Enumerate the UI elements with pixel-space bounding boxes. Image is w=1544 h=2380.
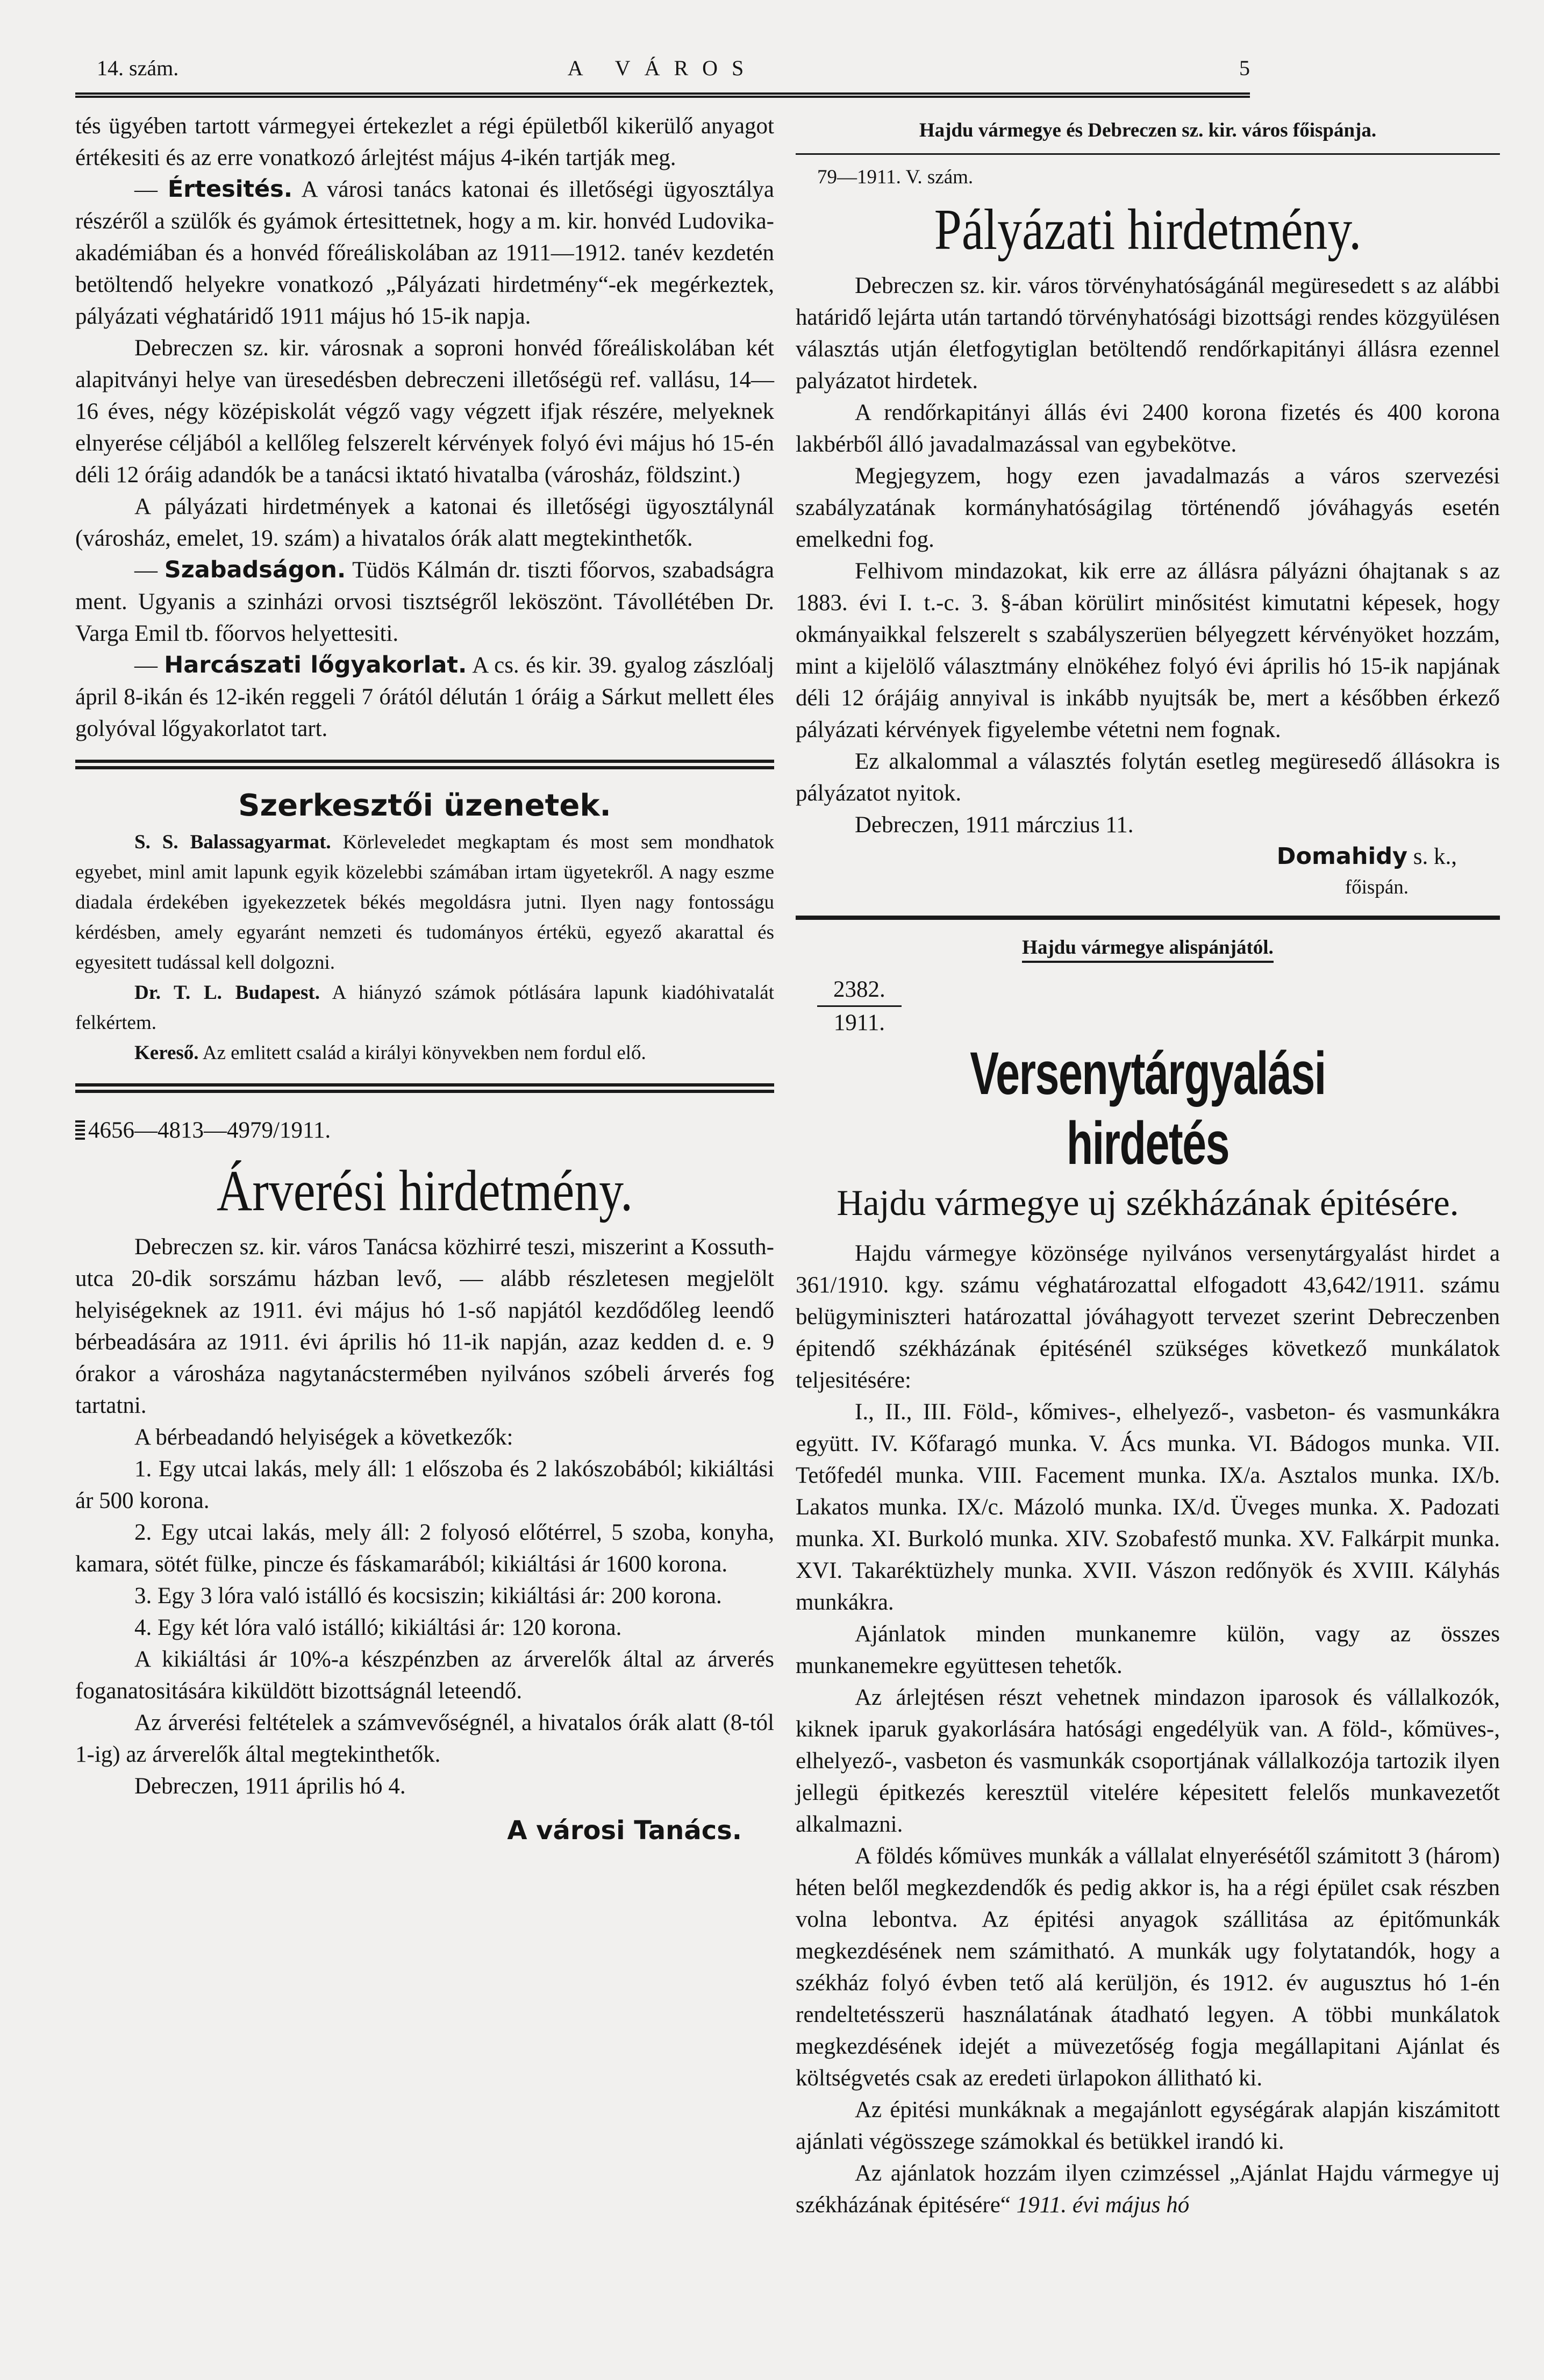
- tender-paragraph: Az épitési munkáknak a megajánlott egységárak alapján kiszámitott ajánlati végösszege számokkal és betükkel irandó ki.: [796, 2097, 1500, 2154]
- alispan-header: Hajdu vármegye alispánjától.: [796, 933, 1500, 963]
- issue-number: 14. szám.: [97, 56, 179, 80]
- editorial-message: Kereső. Az emlitett család a királyi könyvekben nem fordul elő.: [134, 1042, 646, 1064]
- left-column: [75, 110, 774, 1847]
- auction-title: Árverési hirdetmény.: [216, 1159, 633, 1223]
- auction-item: 2. Egy utcai lakás, mely áll: 2 folyosó előtérrel, 5 szoba, konyha, kamara, sötét fülke, pincze és fáskamarából; kikiáltási ár 1600 korona.: [75, 1520, 774, 1577]
- tender-subtitle: Hajdu vármegye uj székházának épitésére.: [837, 1182, 1459, 1223]
- auction-item: 1. Egy utcai lakás, mely áll: 1 előszoba és 2 lakószobából; kikiáltási ár 500 korona.: [75, 1456, 774, 1513]
- harcaszati-article: — Harcászati lőgyakorlat. A cs. és kir. 39. gyalog zászlóalj ápril 8-ikán és 12-ikén reggeli 7 órától délután 1 óráig a Sárkut mellett éles golyóval lőgyakorlatot tart.: [75, 652, 775, 741]
- szabadsagon-article: — Szabadságon. Tüdös Kálmán dr. tiszti főorvos, szabadságra ment. Ugyanis a szinházi orvosi tisztségről leköszönt. Távollétében Dr. Varga Emil tb. főorvos helyettesiti.: [75, 556, 774, 646]
- section-divider: [75, 760, 774, 769]
- notice-paragraph: Ez alkalommal a választés folytán esetleg megüresedő állásokra is pályázatot nyitok.: [796, 749, 1500, 806]
- section-divider: [796, 916, 1500, 920]
- auction-signature: A városi Tanács.: [507, 1816, 742, 1846]
- message-recipient: S. S. Balassagyarmat.: [134, 831, 331, 853]
- editorial-title: Szerkesztői üzenetek.: [238, 788, 611, 823]
- notice-paragraph: A rendőrkapitányi állás évi 2400 korona fizetés és 400 korona lakbérből álló javadalmazással van egybekötve.: [796, 400, 1500, 457]
- message-recipient: Dr. T. L. Budapest.: [134, 982, 320, 1004]
- intro-paragraph: tés ügyében tartott vármegyei értekezlet a régi épületből kikerülő anyagot értékesiti és az erre vonatkozó árlejtést május 4-ikén tartják meg.: [75, 113, 774, 170]
- ertesites-text: A városi tanács katonai és illetőségi ügyosztálya részéről a szülők és gyámok értesittetnek, hogy a m. kir. honvéd Ludovika-akadémiában és a honvéd főreáliskolában az 1911—1912. tanév kezdetén betöltendő helyekre vonatkozó „Pályázati hirdetmény“-ek megérkeztek, pályázati véghatáridő 1911 május hó 15-ik napja.: [75, 177, 774, 329]
- auction-reference: 4656—4813—4979/1911.: [75, 1114, 774, 1146]
- notice-paragraph: Debreczen sz. kir. város törvényhatóságánál megüresedett s az alábbi határidő lejárta után tartandó törvényhatósági bizottsági rendes közgyülésen választás utján életfogytiglan betöltendő rendőrkapitányi állásra ezennel palyázatot hirdetek.: [796, 273, 1500, 394]
- auction-intro: Debreczen sz. kir. város Tanácsa közhirré teszi, miszerint a Kossuth-utca 20-dik sorszámu házban levő, — alább részletesen megjelölt helyiségeknek az 1911. évi május hó 1-ső napjától kezdődőleg leendő bérbeadására az 1911. évi április hó 11-ik napján, azaz kedden d. e. 9 órakor a városháza nagytanácstermében nyilvános szóbeli árverés fog tartatni.: [75, 1234, 774, 1418]
- tender-number: $\frac{2382.}{1911.}$: [817, 974, 902, 1039]
- page-number: 5: [1239, 56, 1250, 80]
- auction-list-intro: A bérbeadandó helyiségek a következők:: [134, 1425, 513, 1450]
- message-recipient: Kereső.: [134, 1042, 199, 1064]
- szabadsagon-text: Tüdös Kálmán dr. tiszti főorvos, szabadságra ment. Ugyanis a szinházi orvosi tisztségről leköszönt. Távollétében Dr. Varga Emil tb. főorvos helyettesiti.: [75, 558, 774, 646]
- auction-deposit: A kikiáltási ár 10%-a készpénzben az árverelők által az árverés foganatositására kiküldött bizottságnál leteendő.: [75, 1647, 774, 1704]
- ornament-icon: [75, 1120, 85, 1141]
- editorial-messages: [75, 827, 774, 1068]
- notice-paragraph: Felhivom mindazokat, kik erre az állásra pályázni óhajtanak s az 1883. évi I. t.-c. 3. §-ában körülirt minősitést kimutatni képesek, hogy okmányaikkal felszerelt s szabályszerüen bélyegzett kérvényöket hozzám, mint a kijelölő választmány elnökéhez folyó évi április hó 15-ik napjának déli 12 órájáig annyival is inkább nyujtsák be, mert a későbben érkező pályázati kérvények figyelembe vétetni nem fognak.: [796, 559, 1500, 742]
- notice-signature: Domahidy s. k.,: [1276, 843, 1457, 870]
- harcaszati-text: A cs. és kir. 39. gyalog zászlóalj ápril 8-ikán és 12-ikén reggeli 7 órától délután 1 óráig a Sárkut mellett éles golyóval lőgyakorlatot tart.: [75, 653, 775, 741]
- auction-date: Debreczen, 1911 április hó 4.: [134, 1774, 406, 1799]
- signature-title: főispán.: [1345, 876, 1409, 898]
- editorial-message: Dr. T. L. Budapest. A hiányzó számok pótlására lapunk kiadóhivatalát felkértem.: [75, 982, 774, 1034]
- tender-paragraph: Hajdu vármegye közönsége nyilvános versenytárgyalást hirdet a 361/1910. kgy. számu véghatározattal elfogadott 43,642/1911. számu belügyminiszteri határozattal jóváhagyott tervezet szerint Debreczenben épitendő székházának épitésénél szükséges következő munkálatok teljesitésére:: [796, 1241, 1500, 1393]
- tender-title: Versenytárgyalási hirdetés: [970, 1040, 1326, 1177]
- tender-paragraph: A földés kőmüves munkák a vállalat elnyerésétől számitott 3 (három) héten belől megkezdendők és pedig akkor is, ha a régi épület csak részben volna lebontva. Az épitési anyagok szállitása az épitőmunkák megkezdésének nem számitható. A munkák ugy folytatandók, hogy a székház folyó évben tető alá kerüljön, és 1912. év augusztus hó 1-én rendeltetésszerü használatának átadható legyen. A többi munkálatok megkezdésének idejét a müvezetőség fogja megállapitani Ajánlat és költségvetés csak az eredeti ürlapokon állitható ki.: [796, 1843, 1500, 2091]
- notice-paragraph: Megjegyzem, hogy ezen javadalmazás a város szervezési szabályzatának kormányhatóságilag történendő jóváhagyás esetén emelkedni fog.: [796, 463, 1500, 552]
- ertesites-article: — Értesités. A városi tanács katonai és illetőségi ügyosztálya részéről a szülők és gyámok értesittetnek, hogy a m. kir. honvéd Ludovika-akadémiában és a honvéd főreáliskolában az 1911—1912. tanév kezdetén betöltendő helyekre vonatkozó „Pályázati hirdetmény“-ek megérkeztek, pályázati véghatáridő 1911 május hó 15-ik napja.: [75, 176, 774, 329]
- ertesites-heading: Értesités.: [167, 176, 293, 203]
- notice-date: Debreczen, 1911 márczius 11.: [855, 812, 1134, 838]
- tender-paragraph: I., II., III. Föld-, kőmives-, elhelyező-, vasbeton- és vasmunkákra együtt. IV. Kőfaragó munka. V. Ács munka. VI. Bádogos munka. VII. Tetőfedél munka. VIII. Facement munka. IX/a. Asztalos munka. IX/b. Lakatos munka. IX/c. Mázoló munka. IX/d. Üveges munka. X. Padozati munka. XI. Burkoló munka. XIV. Szobafestő munka. XV. Falkárpit munka. XVI. Takaréktüzhely munka. XVII. Vászon redőnyök és XVIII. Kályhás munkákra.: [796, 1399, 1500, 1615]
- foispan-header: Hajdu vármegye és Debreczen sz. kir. város főispánja.: [919, 119, 1377, 141]
- auction-conditions: Az árverési feltételek a számvevőségnél, a hivatalos órák alatt (8-tól 1-ig) az árverelők által megtekinthetők.: [75, 1710, 774, 1767]
- editorial-message: S. S. Balassagyarmat. Körleveledet megkaptam és most sem mondhatok egyebet, minl amit lapunk egyik közelebbi számában irtam ügyetekről. A nagy eszme diadala érdekében igyekezzetek békés megoldásra jutni. Ilyen nagy fontosságu kérdésben, amely egyaránt nemzeti és tudományos értékü, egyező akarattal és egyesitett tudással kell dolgozni.: [75, 831, 774, 974]
- right-column: [796, 110, 1500, 2221]
- tender-paragraph: Ajánlatok minden munkanemre külön, vagy az összes munkanemekre együttesen tehetők.: [796, 1621, 1500, 1678]
- auction-item: 4. Egy két lóra való istálló; kikiáltási ár: 120 korona.: [134, 1615, 622, 1640]
- header-rule: [75, 92, 1250, 98]
- signature-name: Domahidy: [1276, 843, 1408, 870]
- tender-final-paragraph: Az ajánlatok hozzám ilyen czimzéssel „Ajánlat Hajdu vármegye uj székházának épitésére“ 1911. évi május hó: [796, 2161, 1500, 2218]
- running-header: [75, 49, 1250, 87]
- notice-reference: 79—1911. V. szám.: [817, 166, 974, 188]
- auction-item: 3. Egy 3 lóra való istálló és kocsiszin; kikiáltási ár: 200 korona.: [134, 1583, 722, 1609]
- section-divider: [75, 1083, 774, 1093]
- newspaper-title: A VÁROS: [567, 56, 758, 80]
- szabadsagon-heading: Szabadságon.: [164, 556, 346, 583]
- harcaszati-heading: Harcászati lőgyakorlat.: [164, 652, 467, 678]
- tender-paragraph: Az árlejtésen részt vehetnek mindazon iparosok és vállalkozók, kiknek iparuk gyakorlására hatósági engedélyük van. A föld-, kőmüves-, elhelyező-, vasbeton és vasmunkák csoportjának vállalkozója tartozik ilyen jellegü épitkezés keresztül vitelére képesitett felelős munkavezetőt alkalmazni.: [796, 1685, 1500, 1837]
- ertesites-paragraph-2: Debreczen sz. kir. városnak a soproni honvéd főreáliskolában két alapitványi helye van üresedésben debreczeni illetőségü ref. vallásu, 14—16 éves, négy középiskolát végző vagy végzett ifjak részére, melyeknek elnyerése céljából a kellőleg felszerelt kérvények folyó évi május hó 15-én déli 12 óráig adandók be a tanácsi iktató hivatalba (városház, földszint.): [75, 335, 774, 488]
- ertesites-paragraph-3: A pályázati hirdetmények a katonai és illetőségi ügyosztálynál (városház, emelet, 19. szám) a hivatalos órák alatt megtekinthetők.: [75, 494, 774, 551]
- notice-title: Pályázati hirdetmény.: [934, 198, 1362, 262]
- header-underline: [796, 153, 1500, 155]
